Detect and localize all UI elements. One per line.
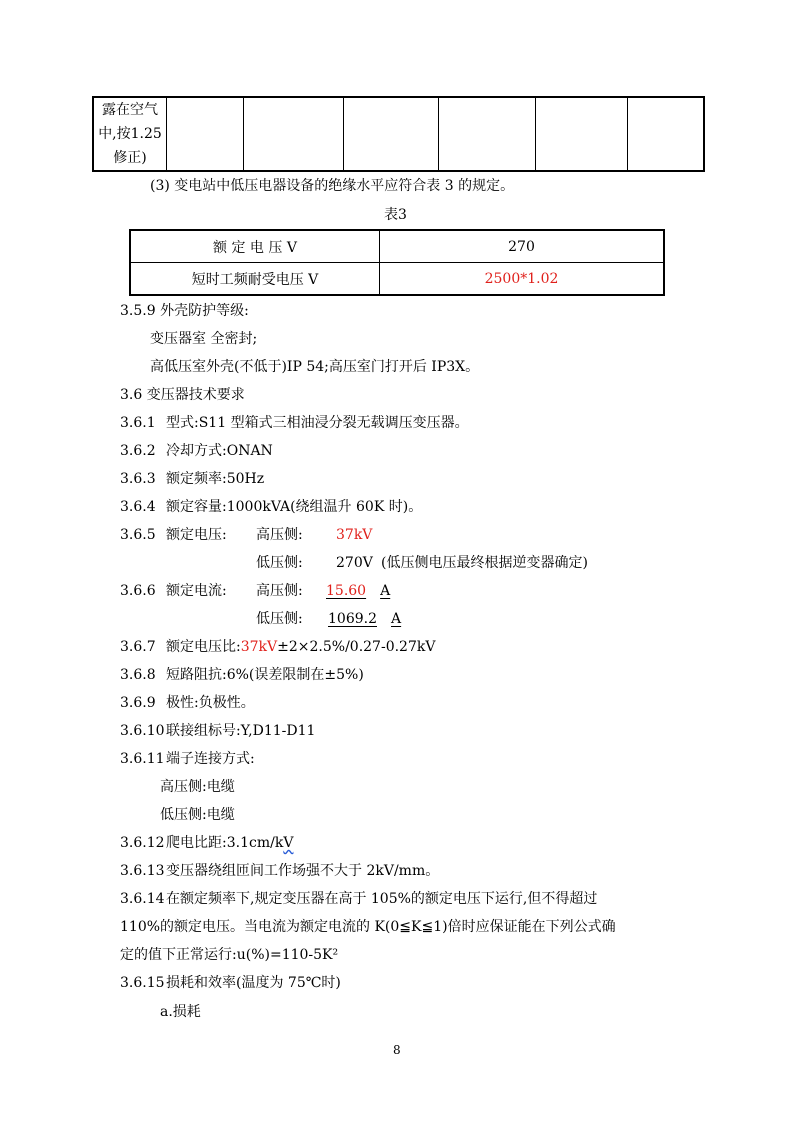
- section-3-6-11-number: 3.6.11: [120, 751, 165, 767]
- section-3-6-10-number: 3.6.10: [120, 723, 165, 739]
- section-3-6-6-label: 额定电流:: [166, 583, 227, 599]
- hv-current-unit: A: [380, 583, 391, 599]
- section-3-6-14-line2: 110%的额定电压。当电流为额定电流的 K(0≦K≦1)倍时应保证能在下列公式确: [120, 919, 616, 935]
- lv-current-value: 1069.2: [328, 611, 377, 627]
- section-3-6-3-number: 3.6.3: [120, 471, 156, 487]
- section-3-6-1-number: 3.6.1: [120, 415, 156, 431]
- lv-voltage-note: (低压侧电压最终根据逆变器确定): [381, 555, 588, 571]
- table-cell: [439, 97, 536, 171]
- section-3-6-8-number: 3.6.8: [120, 667, 156, 683]
- cell-line: 修正): [113, 150, 147, 166]
- subsection-a: a.损耗: [160, 1004, 201, 1020]
- ratio-label: 额定电压比:: [166, 639, 241, 655]
- section-3-6-15-number: 3.6.15: [120, 975, 165, 991]
- lv-current-field: [318, 609, 401, 629]
- section-3-6-9-text: 极性:负极性。: [166, 695, 255, 711]
- table3-caption: 表3: [384, 207, 407, 223]
- table3: [129, 229, 665, 296]
- section-3-5-9-line1: 变压器室 全密封;: [150, 331, 258, 347]
- section-3-6-13-text: 变压器绕组匝间工作场强不大于 2kV/mm。: [166, 863, 440, 879]
- section-3-6-10-text: 联接组标号:Y,D11-D11: [166, 723, 316, 739]
- section-3-6-7-text: [166, 637, 435, 657]
- creepage-unit: V: [283, 835, 294, 851]
- table-cell: [344, 97, 439, 171]
- continuation-table: [92, 96, 705, 172]
- page-number: 8: [393, 1043, 401, 1057]
- section-3-6-2-text: 冷却方式:ONAN: [166, 443, 273, 459]
- creepage-text: 爬电比距:3.1cm/k: [166, 835, 284, 851]
- cell-line: 露在空气: [102, 102, 158, 118]
- hv-current-label: 高压侧:: [256, 583, 303, 599]
- table-cell: [93, 97, 167, 171]
- section-3-6-heading: 3.6 变压器技术要求: [120, 387, 245, 403]
- section-3-6-4-number: 3.6.4: [120, 499, 156, 515]
- lv-voltage-value: 270V: [336, 555, 373, 571]
- ratio-rest: ±2×2.5%/0.27-0.27kV: [277, 639, 436, 655]
- section-3-6-6-number: 3.6.6: [120, 583, 156, 599]
- section-3-6-4-text: 额定容量:1000kVA(绕组温升 60K 时)。: [166, 499, 423, 515]
- section-3-6-5-number: 3.6.5: [120, 527, 156, 543]
- table-cell: [536, 97, 628, 171]
- section-3-6-9-number: 3.6.9: [120, 695, 156, 711]
- table-cell: [167, 97, 244, 171]
- section-3-6-14-number: 3.6.14: [120, 891, 165, 907]
- section-3-6-5-label: 额定电压:: [166, 527, 227, 543]
- section-3-6-14-line3: 定的值下正常运行:u(%)=110-5K²: [120, 947, 339, 963]
- lv-voltage-label: 低压侧:: [256, 555, 303, 571]
- hv-voltage-label: 高压侧:: [256, 527, 303, 543]
- section-3-5-9-title: 3.5.9 外壳防护等级:: [120, 303, 249, 319]
- hv-current-field: [318, 581, 390, 601]
- section-3-6-12-text: [166, 833, 293, 853]
- ratio-hv-value: 37kV: [240, 639, 278, 655]
- cell-line: 中,按1.25: [98, 126, 162, 142]
- section-3-6-3-text: 额定频率:50Hz: [166, 471, 265, 487]
- hv-current-value: 15.60: [326, 583, 367, 599]
- table-cell-label: 短时工频耐受电压 V: [130, 263, 380, 296]
- table-row: [130, 230, 664, 263]
- table-row: [130, 263, 664, 296]
- table-cell-value: 270: [380, 230, 665, 263]
- section-3-6-1-text: 型式:S11 型箱式三相油浸分裂无载调压变压器。: [166, 415, 469, 431]
- lv-connection: 低压侧:电缆: [160, 807, 235, 823]
- section-3-6-12-number: 3.6.12: [120, 835, 165, 851]
- table-cell-value: 2500*1.02: [380, 263, 665, 296]
- table-cell: [244, 97, 344, 171]
- hv-voltage-value: 37kV: [336, 527, 373, 543]
- section-3-6-13-number: 3.6.13: [120, 863, 165, 879]
- hv-connection: 高压侧:电缆: [160, 779, 235, 795]
- lv-current-label: 低压侧:: [256, 611, 303, 627]
- section-3-6-8-text: 短路阻抗:6%(误差限制在±5%): [166, 667, 364, 683]
- table-cell-label: 额 定 电 压 V: [130, 230, 380, 263]
- section-3-6-14-line1: 在额定频率下,规定变压器在高于 105%的额定电压下运行,但不得超过: [166, 891, 598, 907]
- section-3-6-7-number: 3.6.7: [120, 639, 156, 655]
- section-3-6-15-text: 损耗和效率(温度为 75℃时): [166, 975, 341, 991]
- section-3-6-2-number: 3.6.2: [120, 443, 156, 459]
- paragraph-3: (3) 变电站中低压电器设备的绝缘水平应符合表 3 的规定。: [150, 178, 515, 194]
- section-3-6-11-text: 端子连接方式:: [166, 751, 255, 767]
- lv-current-unit: A: [391, 611, 402, 627]
- section-3-5-9-line2: 高低压室外壳(不低于)IP 54;高压室门打开后 IP3X。: [150, 359, 480, 375]
- table-cell: [628, 97, 705, 171]
- table-row: [93, 97, 704, 171]
